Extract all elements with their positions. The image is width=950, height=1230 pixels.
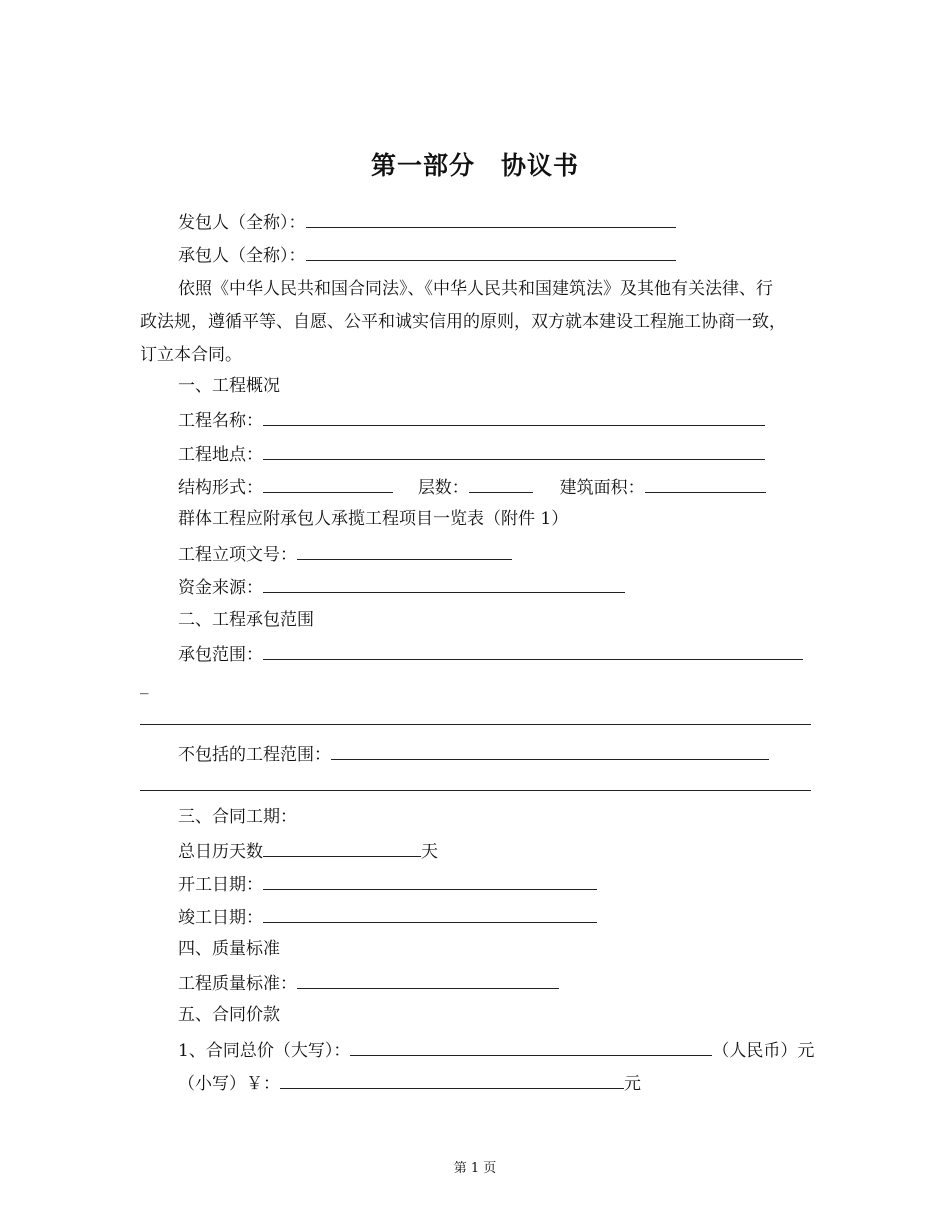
scope-blank[interactable] — [263, 642, 803, 660]
group-note: 群体工程应附承包人承揽工程项目一览表（附件 1） — [178, 509, 569, 529]
approval-no-blank[interactable] — [297, 542, 512, 560]
structure-blank[interactable] — [263, 475, 393, 493]
fund-source-line — [178, 575, 625, 599]
area-label: 建筑面积： — [559, 478, 645, 498]
scope-line — [178, 642, 803, 666]
completion-date-line — [178, 905, 597, 929]
page-title: 第一部分 协议书 — [370, 151, 579, 180]
section1-heading: 一、工程概况 — [178, 376, 280, 396]
start-date-line — [178, 872, 597, 896]
intro-line-3: 订立本合同。 — [140, 345, 242, 365]
project-name-blank[interactable] — [263, 408, 765, 426]
total-price-line — [178, 1038, 814, 1062]
structure-label: 结构形式： — [178, 478, 263, 498]
yuan-unit: 元 — [624, 1074, 641, 1094]
fund-source-blank[interactable] — [263, 575, 625, 593]
contractor-label: 承包人（全称）： — [178, 246, 306, 266]
lowercase-price-blank[interactable] — [280, 1071, 624, 1089]
floors-blank[interactable] — [469, 475, 533, 493]
project-location-blank[interactable] — [263, 442, 765, 460]
quality-label: 工程质量标准： — [178, 974, 297, 994]
completion-date-blank[interactable] — [263, 905, 597, 923]
area-blank[interactable] — [645, 475, 766, 493]
section5-heading: 五、合同价款 — [178, 1005, 280, 1025]
floors-label: 层数： — [417, 478, 469, 498]
quality-blank[interactable] — [297, 971, 559, 989]
project-name-line — [178, 408, 765, 432]
days-unit: 天 — [421, 842, 438, 862]
start-date-blank[interactable] — [263, 872, 597, 890]
total-price-label: 1、合同总价（大写）： — [178, 1041, 351, 1061]
intro-line-1: 依照《中华人民共和国合同法》、《中华人民共和国建筑法》及其他有关法律、行 — [178, 279, 773, 299]
intro-line-2: 政法规，遵循平等、自愿、公平和诚实信用的原则，双方就本建设工程施工协商一致， — [140, 312, 786, 332]
scope-label: 承包范围： — [178, 645, 263, 665]
total-price-blank[interactable] — [350, 1038, 712, 1056]
project-location-line — [178, 442, 765, 466]
excluded-blank[interactable] — [331, 742, 769, 760]
employer-label: 发包人（全称）： — [178, 213, 306, 233]
structure-line — [178, 475, 766, 499]
approval-no-label: 工程立项文号： — [178, 545, 297, 565]
stray-underscore: _ — [140, 675, 149, 695]
project-name-label: 工程名称： — [178, 411, 263, 431]
total-days-line — [178, 839, 438, 863]
lowercase-price-line — [178, 1071, 641, 1095]
project-location-label: 工程地点： — [178, 445, 263, 465]
contractor-line — [178, 243, 676, 267]
excluded-line — [178, 742, 769, 766]
section2-heading: 二、工程承包范围 — [178, 610, 314, 630]
intro-paragraph — [140, 278, 812, 377]
excluded-label: 不包括的工程范围： — [178, 745, 331, 765]
total-days-blank[interactable] — [263, 839, 421, 857]
section4-heading: 四、质量标准 — [178, 939, 280, 959]
total-days-label: 总日历天数 — [178, 842, 263, 862]
completion-date-label: 竣工日期： — [178, 908, 263, 928]
start-date-label: 开工日期： — [178, 875, 263, 895]
employer-line — [178, 210, 676, 234]
page-number: 第 1 页 — [453, 1161, 497, 1176]
currency-suffix: （人民币）元 — [712, 1041, 815, 1061]
employer-blank[interactable] — [306, 210, 676, 228]
scope-continuation-blank[interactable] — [140, 724, 811, 725]
contractor-blank[interactable] — [306, 243, 676, 261]
fund-source-label: 资金来源： — [178, 578, 263, 598]
lowercase-price-label: （小写）￥： — [178, 1074, 280, 1094]
approval-no-line — [178, 542, 512, 566]
excluded-continuation-blank[interactable] — [140, 790, 811, 791]
quality-line — [178, 971, 559, 995]
section3-heading: 三、合同工期： — [178, 807, 297, 827]
